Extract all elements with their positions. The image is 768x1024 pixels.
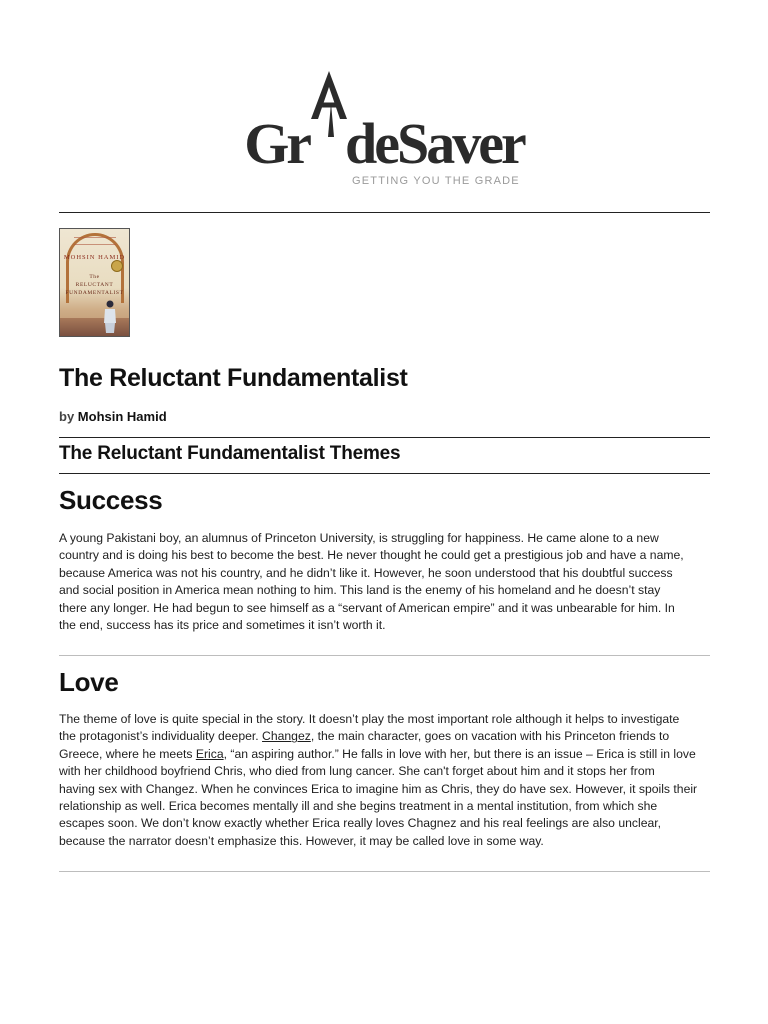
logo-a-mark xyxy=(307,113,347,163)
paragraph-line: and social position in America mean nothing to him. This land is the enemy of his homeland and he doesn’t stay xyxy=(59,583,661,598)
logo-text-before: Gr xyxy=(244,111,310,176)
paragraph-line: country and is doing his best to become the best. He never thought he could get a prestigious job and have a name, xyxy=(59,548,684,563)
paragraph-line: there any longer. He had begun to see himself as a “servant of American empire” and it was unbearable for him. In xyxy=(59,600,675,615)
logo-tagline: GETTING YOU THE GRADE xyxy=(352,175,520,187)
paragraph-line xyxy=(59,728,714,745)
cover-figure-icon xyxy=(100,299,120,333)
paragraph-line xyxy=(59,746,714,763)
text-fragment: , “an aspiring author.” He falls in love with her, but there is an issue – Erica is still in love xyxy=(223,746,696,761)
paragraph-line: A young Pakistani boy, an alumnus of Princeton University, is struggling for happiness. He came alone to a new xyxy=(59,531,659,545)
character-link-changez[interactable]: Changez xyxy=(262,729,311,744)
paragraph-line: relationship as well. Erica becomes mentally ill and she begins treatment in a mental institution, from which she xyxy=(59,799,658,814)
paragraph-line: because the narrator doesn’t emphasize this. However, it may be called love in some way. xyxy=(59,833,544,848)
paragraph-line: with her childhood boyfriend Chris, who died from lung cancer. She can't forget about him and it stops her from xyxy=(59,764,655,779)
paragraph-line: The theme of love is quite special in the story. It doesn’t play the most important role although it helps to investigate xyxy=(59,712,680,726)
text-fragment: , the main character, goes on vacation with his Princeton friends to xyxy=(310,729,670,744)
logo-a-icon xyxy=(307,67,351,139)
character-link-erica[interactable]: Erica xyxy=(195,746,224,761)
section-body-success xyxy=(59,530,714,634)
section-title-success: Success xyxy=(59,485,163,515)
cover-title xyxy=(60,273,129,297)
section-divider xyxy=(59,655,710,656)
paragraph-line: escapes soon. We don’t know exactly whether Erica really loves Chagnez and his real feelings are also unclear, xyxy=(59,816,662,831)
logo-wordmark xyxy=(244,112,524,176)
cover-title-line2: RELUCTANT xyxy=(75,282,114,288)
section-body-love xyxy=(59,711,714,850)
themes-heading: The Reluctant Fundamentalist Themes xyxy=(59,443,401,464)
author-name: Mohsin Hamid xyxy=(77,409,167,424)
section-title-love: Love xyxy=(59,667,119,697)
text-fragment: the protagonist’s individuality deeper. xyxy=(59,729,263,744)
paragraph-line: because America was not his country, and he didn’t like it. However, he soon understood that his doubtful success xyxy=(59,565,673,580)
section-divider xyxy=(59,871,710,872)
gradesaver-logo[interactable] xyxy=(0,112,768,176)
text-fragment: Greece, where he meets xyxy=(59,746,196,761)
cover-blurb xyxy=(74,237,116,245)
cover-title-line1: The xyxy=(89,274,100,280)
paragraph-line: the end, success has its price and sometimes it isn’t worth it. xyxy=(59,618,386,633)
book-title: The Reluctant Fundamentalist xyxy=(59,364,408,392)
cover-award-seal-icon xyxy=(111,260,123,272)
book-cover-image[interactable] xyxy=(59,228,130,337)
paragraph-line: having sex with Changez. When he convinces Erica to imagine him as Chris, they do have sex. However, it spoils their xyxy=(59,781,698,796)
cover-title-line3: FUNDAMENTALIST xyxy=(65,290,124,296)
title-divider xyxy=(59,437,710,438)
header-divider xyxy=(59,212,710,213)
byline xyxy=(59,409,167,424)
logo-text-after: deSaver xyxy=(345,111,524,176)
byline-label: by xyxy=(59,409,75,424)
cover-author: MOHSIN HAMID xyxy=(63,254,126,261)
themes-divider xyxy=(59,473,710,474)
